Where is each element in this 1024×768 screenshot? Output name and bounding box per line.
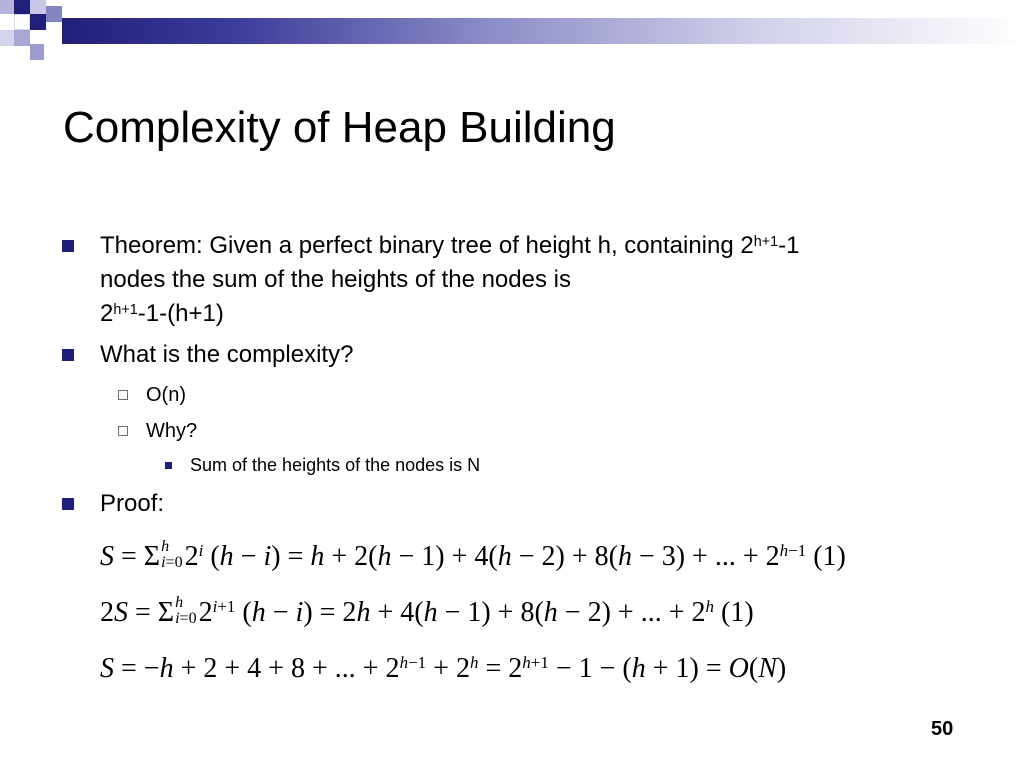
theorem-line-1: [100, 229, 799, 263]
equation-1: S = Σ h i=0 2$^i$ (h − i) = h + 2(h − 1) + 4(h − 2) + 8(h − 3) + ... + $2^{h-1}$ (1): [100, 537, 846, 572]
header-square: [0, 30, 14, 46]
header-decoration: [0, 0, 1024, 62]
answer-text: O(n): [146, 384, 186, 406]
slide-title: Complexity of Heap Building: [63, 103, 616, 152]
bullet-square: [62, 349, 74, 361]
equation-3: S = −h + 2 + 4 + 8 + ... + $2^{h-1} + 2^h = 2^{h+1} - 1 - (h + 1) = O(N)$: [100, 653, 787, 684]
header-square: [30, 14, 46, 30]
theorem-result-base: 2: [100, 300, 114, 327]
sub-bullet-box: [118, 426, 128, 436]
theorem-result-end: -1-(h+1): [137, 300, 224, 327]
header-square: [30, 0, 46, 14]
page-number: 50: [931, 718, 954, 740]
sub-sub-bullet-square: [165, 462, 172, 469]
theorem-text-end: -1: [778, 232, 800, 259]
header-square: [46, 6, 62, 22]
why-detail-text: Sum of the heights of the nodes is N: [190, 455, 481, 475]
summation-limits: h i=0: [161, 537, 183, 571]
header-gradient-bar: [62, 18, 1024, 44]
header-square: [14, 30, 30, 46]
proof-label: Proof:: [100, 490, 165, 517]
bullet-square: [62, 240, 74, 252]
complexity-question: What is the complexity?: [100, 341, 354, 368]
theorem-exponent: h+1: [753, 234, 779, 250]
theorem-line-3: [100, 297, 224, 331]
header-square: [14, 14, 30, 30]
theorem-result-exponent: h+1: [113, 302, 138, 318]
equation-2: 2S = Σ h i=0 $2^{i+1}$ (h − i) = 2h + 4(h − 1) + 8(h − 2) + ... + $2^h$ (1): [100, 593, 754, 628]
summation-limits: h i=0: [175, 593, 197, 627]
theorem-text: Theorem: Given a perfect binary tree of height h, containing 2: [100, 232, 754, 259]
header-square: [0, 0, 14, 14]
why-text: Why?: [146, 420, 198, 442]
header-square: [30, 44, 44, 60]
bullet-square: [62, 498, 74, 510]
theorem-line-2: nodes the sum of the heights of the nodes is: [100, 266, 571, 293]
header-square: [14, 0, 30, 14]
sub-bullet-box: [118, 390, 128, 400]
